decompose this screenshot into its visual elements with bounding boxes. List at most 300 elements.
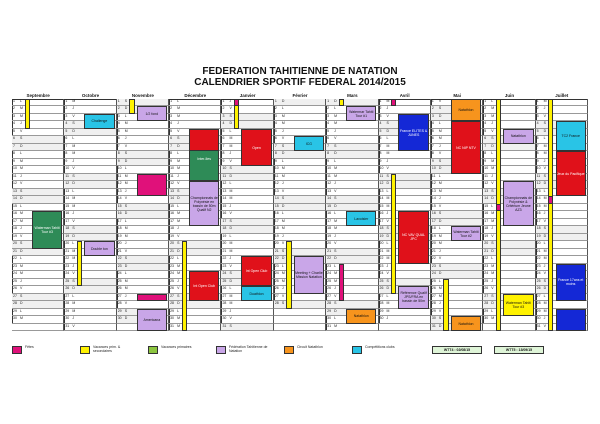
day-letter: J	[334, 233, 336, 238]
calendar-event[interactable]	[137, 106, 167, 121]
event-label: Challenge	[91, 119, 108, 124]
calendar-event[interactable]	[398, 286, 428, 308]
calendar-event[interactable]	[451, 121, 481, 173]
calendar-event[interactable]	[503, 181, 533, 226]
day-cell	[274, 166, 326, 173]
calendar-event[interactable]	[398, 114, 428, 151]
calendar-event[interactable]	[241, 286, 271, 301]
day-number: 29	[170, 308, 174, 313]
day-letter: D	[386, 233, 390, 238]
day-number: 9	[431, 158, 434, 163]
day-cell	[12, 106, 64, 113]
day-number: 4	[379, 121, 382, 126]
day-cell	[483, 234, 535, 241]
day-letter: S	[72, 121, 75, 126]
day-letter: M	[491, 106, 495, 111]
day-letter: M	[491, 113, 495, 118]
day-letter: M	[229, 301, 233, 306]
day-letter: V	[334, 188, 337, 193]
day-cell	[431, 189, 483, 196]
day-number: 21	[327, 248, 332, 253]
day-number: 3	[536, 113, 539, 118]
day-cell	[221, 189, 273, 196]
day-number: 27	[327, 293, 332, 298]
day-letter: S	[334, 196, 337, 201]
day-number: 27	[117, 293, 122, 298]
day-letter: M	[177, 316, 180, 321]
day-cell	[12, 189, 64, 196]
day-letter: M	[438, 293, 442, 298]
day-letter: J	[386, 211, 389, 216]
day-number: 12	[536, 181, 541, 186]
day-letter: M	[281, 113, 285, 118]
day-cell	[64, 144, 116, 151]
day-number: 19	[117, 233, 122, 238]
day-number: 18	[431, 226, 436, 231]
day-cell	[117, 264, 169, 271]
day-number: 4	[117, 121, 120, 126]
day-number: 28	[431, 301, 436, 306]
day-cell	[64, 196, 116, 203]
day-number: 25	[431, 278, 436, 283]
day-number: 7	[13, 143, 15, 148]
day-number: 28	[536, 301, 541, 306]
day-cell	[12, 294, 64, 301]
day-letter: L	[491, 256, 494, 261]
event-label: France ELITES & JUNES	[400, 128, 428, 137]
day-number: 2	[222, 106, 225, 111]
day-letter: V	[281, 293, 285, 298]
day-cell	[483, 286, 535, 293]
day-cell	[64, 151, 116, 158]
day-letter: J	[438, 196, 441, 201]
day-cell	[64, 106, 116, 113]
day-number: 2	[327, 106, 330, 111]
day-letter: S	[229, 166, 232, 171]
day-number: 10	[117, 166, 122, 171]
day-letter: M	[20, 158, 23, 163]
day-letter: L	[491, 308, 494, 313]
day-number: 7	[536, 143, 539, 148]
day-letter: D	[543, 286, 547, 291]
day-number: 7	[117, 143, 120, 148]
day-letter: M	[491, 166, 495, 171]
day-number: 6	[170, 136, 173, 141]
day-cell	[64, 294, 116, 301]
holiday-marker	[548, 99, 553, 331]
day-cell	[274, 196, 326, 203]
day-letter: M	[124, 181, 128, 186]
calendar-event[interactable]	[556, 121, 586, 151]
day-number: 14	[327, 196, 332, 201]
day-number: 5	[327, 128, 330, 133]
day-number: 30	[327, 316, 332, 321]
day-cell	[274, 129, 326, 136]
calendar-event[interactable]	[32, 211, 62, 248]
day-number: 6	[484, 136, 487, 141]
day-number: 18	[274, 226, 279, 231]
day-letter: S	[20, 293, 23, 298]
day-letter: M	[386, 308, 390, 313]
day-cell	[274, 324, 326, 331]
day-number: 25	[13, 278, 17, 283]
day-number: 30	[222, 316, 227, 321]
day-number: 7	[170, 143, 173, 148]
day-cell	[536, 99, 588, 106]
day-letter: D	[281, 151, 285, 156]
calendar-event[interactable]	[556, 151, 586, 196]
day-number: 3	[117, 113, 120, 118]
day-number: 16	[170, 211, 174, 216]
calendar-event[interactable]	[137, 309, 167, 331]
day-number: 12	[327, 181, 332, 186]
day-cell	[221, 166, 273, 173]
day-letter: L	[334, 158, 337, 163]
day-cell	[12, 279, 64, 286]
day-cell	[221, 174, 273, 181]
day-number: 27	[536, 293, 541, 298]
day-number: 7	[484, 143, 487, 148]
day-cell	[64, 204, 116, 211]
day-number: 20	[65, 241, 70, 246]
day-number: 29	[431, 308, 436, 313]
day-cell	[431, 264, 483, 271]
day-number: 8	[65, 151, 68, 156]
day-number: 14	[170, 196, 174, 201]
day-cell	[169, 324, 221, 331]
day-cell	[64, 219, 116, 226]
day-letter: J	[229, 308, 232, 313]
day-number: 19	[65, 233, 70, 238]
holiday-marker	[391, 174, 396, 294]
day-number: 20	[274, 241, 279, 246]
day-letter: D	[491, 248, 494, 253]
wtt-date-box: WTT5 : 13/09/15	[494, 346, 544, 354]
day-letter: S	[491, 136, 494, 141]
day-number: 21	[484, 248, 489, 253]
day-number: 24	[222, 271, 227, 276]
day-number: 15	[65, 203, 70, 208]
day-number: 23	[327, 263, 332, 268]
day-number: 24	[431, 271, 436, 276]
day-letter: J	[124, 136, 127, 141]
day-cell	[274, 204, 326, 211]
day-number: 24	[379, 271, 384, 276]
day-letter: S	[124, 99, 128, 103]
day-letter: M	[334, 121, 338, 126]
calendar-event[interactable]	[84, 114, 114, 129]
day-number: 29	[484, 308, 489, 313]
day-letter: L	[334, 211, 337, 216]
day-number: 28	[379, 301, 384, 306]
calendar-event[interactable]	[451, 316, 481, 331]
day-letter: M	[281, 121, 285, 126]
day-cell	[169, 249, 221, 256]
calendar-event[interactable]	[346, 106, 376, 121]
day-number: 14	[13, 196, 17, 201]
day-number: 23	[274, 263, 279, 268]
day-cell	[12, 136, 64, 143]
day-number: 26	[536, 286, 541, 291]
day-number: 20	[431, 241, 436, 246]
day-letter: D	[543, 233, 547, 238]
calendar-event[interactable]	[451, 226, 481, 241]
day-number: 27	[274, 293, 279, 298]
calendar-event[interactable]	[189, 271, 219, 301]
day-number: 14	[222, 196, 227, 201]
legend-swatch	[148, 346, 158, 354]
day-number: 12	[65, 181, 70, 186]
day-cell	[169, 106, 221, 113]
day-number: 17	[379, 218, 384, 223]
day-number: 5	[13, 128, 15, 133]
day-number: 13	[274, 188, 279, 193]
event-label: Natathlon	[458, 108, 474, 113]
day-cell	[431, 241, 483, 248]
day-letter: J	[124, 241, 127, 246]
day-letter: J	[281, 286, 284, 291]
day-cell	[221, 211, 273, 218]
day-number: 8	[13, 151, 15, 156]
day-letter: V	[543, 218, 546, 223]
month-header: Janvier	[239, 93, 256, 98]
day-number: 15	[484, 203, 489, 208]
day-number: 22	[274, 256, 279, 261]
day-number: 23	[117, 263, 122, 268]
calendar-event[interactable]	[398, 211, 428, 263]
day-letter: D	[491, 301, 494, 306]
day-number: 16	[274, 211, 279, 216]
day-number: 22	[484, 256, 489, 261]
day-number: 3	[170, 113, 173, 118]
day-number: 12	[379, 181, 384, 186]
day-letter: M	[386, 151, 390, 156]
day-letter: M	[177, 113, 180, 118]
day-number: 12	[117, 181, 122, 186]
day-number: 30	[484, 316, 489, 321]
day-letter: M	[20, 166, 23, 171]
day-number: 24	[13, 271, 17, 276]
day-number: 25	[274, 278, 279, 283]
month-header: Mars	[347, 93, 358, 98]
day-letter: D	[20, 248, 23, 253]
day-number: 28	[484, 301, 489, 306]
day-number: 6	[222, 136, 225, 141]
day-cell	[117, 234, 169, 241]
day-cell	[326, 249, 378, 256]
calendar-event[interactable]	[137, 294, 167, 301]
day-cell	[379, 166, 431, 173]
day-cell	[12, 301, 64, 308]
calendar-event[interactable]	[84, 241, 114, 256]
event-label: Duathlon	[249, 291, 264, 296]
calendar-event[interactable]	[137, 174, 167, 196]
day-letter: D	[491, 143, 494, 148]
day-number: 1	[222, 99, 225, 103]
day-cell	[431, 174, 483, 181]
day-cell	[64, 264, 116, 271]
day-number: 11	[431, 173, 436, 178]
day-letter: J	[334, 128, 336, 133]
day-letter: M	[229, 188, 233, 193]
day-letter: M	[334, 278, 338, 283]
calendar-event[interactable]	[189, 181, 219, 226]
day-number: 11	[170, 173, 174, 178]
day-number: 17	[13, 218, 17, 223]
day-letter: D	[386, 286, 390, 291]
day-number: 1	[65, 99, 68, 103]
day-number: 25	[379, 278, 384, 283]
calendar-event[interactable]	[451, 99, 481, 121]
day-number: 5	[484, 128, 487, 133]
day-letter: M	[124, 173, 128, 178]
day-number: 10	[431, 166, 436, 171]
day-cell	[12, 196, 64, 203]
calendar-event[interactable]	[346, 309, 376, 324]
calendar-event[interactable]	[294, 136, 324, 151]
day-number: 26	[170, 286, 174, 291]
day-cell	[326, 256, 378, 263]
day-letter: S	[229, 218, 232, 223]
day-cell	[274, 99, 326, 106]
day-letter: D	[177, 143, 180, 148]
day-cell	[64, 129, 116, 136]
day-letter: L	[543, 188, 546, 193]
day-number: 18	[117, 226, 122, 231]
day-letter: S	[177, 293, 180, 298]
calendar-event[interactable]	[503, 129, 533, 144]
calendar-event[interactable]	[241, 256, 271, 286]
event-label: Double ton	[90, 246, 108, 251]
day-number: 5	[117, 128, 120, 133]
day-letter: L	[72, 293, 75, 298]
event-label: France 17ans et moins	[558, 278, 584, 287]
event-label: Waterman Tahiti Tour #2	[453, 229, 479, 238]
day-number: 13	[327, 188, 332, 193]
day-cell	[536, 114, 588, 121]
day-number: 31	[431, 323, 436, 328]
day-letter: L	[229, 233, 232, 238]
day-cell	[12, 249, 64, 256]
day-letter: M	[334, 173, 338, 178]
day-letter: J	[491, 278, 494, 283]
calendar-event[interactable]	[556, 309, 586, 331]
day-number: 15	[274, 203, 279, 208]
calendar-event[interactable]	[503, 294, 533, 316]
day-cell	[274, 309, 326, 316]
day-letter: M	[491, 211, 495, 216]
day-letter: V	[229, 211, 232, 216]
day-cell	[64, 316, 116, 323]
day-letter: D	[229, 173, 232, 178]
day-number: 21	[117, 248, 122, 253]
event-label: TC2 France	[561, 134, 580, 139]
day-number: 17	[484, 218, 489, 223]
day-letter: M	[543, 301, 547, 306]
day-number: 4	[65, 121, 68, 126]
day-letter: J	[334, 181, 336, 186]
day-letter: V	[20, 286, 23, 291]
day-letter: V	[229, 158, 232, 163]
day-cell	[117, 196, 169, 203]
day-number: 30	[431, 316, 436, 321]
day-letter: J	[177, 278, 179, 283]
day-number: 26	[117, 286, 122, 291]
day-letter: J	[491, 226, 494, 231]
day-number: 7	[65, 143, 68, 148]
day-cell	[326, 271, 378, 278]
day-letter: M	[72, 256, 76, 261]
calendar-event[interactable]	[189, 129, 219, 151]
day-cell	[483, 166, 535, 173]
day-number: 15	[431, 203, 436, 208]
day-letter: V	[72, 166, 75, 171]
day-letter: L	[177, 203, 180, 208]
day-letter: M	[72, 151, 76, 156]
day-letter: S	[281, 301, 285, 306]
calendar-event[interactable]	[346, 211, 376, 226]
day-cell	[274, 151, 326, 158]
calendar-event[interactable]	[294, 256, 324, 293]
day-number: 14	[65, 196, 70, 201]
day-cell	[64, 159, 116, 166]
day-number: 13	[13, 188, 17, 193]
day-number: 24	[536, 271, 541, 276]
day-number: 30	[13, 316, 17, 321]
day-number: 17	[327, 218, 332, 223]
day-cell	[12, 271, 64, 278]
day-cell	[274, 114, 326, 121]
calendar-event[interactable]	[556, 264, 586, 301]
day-letter: M	[177, 263, 180, 268]
day-cell	[274, 301, 326, 308]
day-number: 13	[379, 188, 384, 193]
day-letter: L	[543, 136, 546, 141]
day-cell	[64, 174, 116, 181]
day-number: 25	[484, 278, 489, 283]
event-label: Référence Qualif JPS/FRA en bassin de 50m	[400, 291, 427, 304]
event-label: Natathlon	[510, 134, 526, 139]
day-number: 1	[327, 99, 330, 103]
day-number: 15	[379, 203, 384, 208]
day-number: 4	[170, 121, 173, 126]
day-number: 1	[13, 99, 15, 103]
day-cell	[117, 211, 169, 218]
day-cell	[169, 264, 221, 271]
day-number: 8	[379, 151, 382, 156]
day-letter: J	[491, 173, 494, 178]
day-letter: M	[334, 113, 338, 118]
day-cell	[64, 136, 116, 143]
day-number: 22	[222, 256, 227, 261]
day-number: 21	[431, 248, 436, 253]
day-number: 19	[170, 233, 174, 238]
day-letter: V	[72, 218, 75, 223]
day-letter: M	[124, 121, 128, 126]
day-number: 27	[379, 293, 384, 298]
calendar-event[interactable]	[241, 129, 271, 166]
day-cell	[431, 271, 483, 278]
day-letter: V	[229, 316, 232, 321]
day-cell	[169, 241, 221, 248]
day-letter: M	[386, 301, 390, 306]
day-number: 4	[431, 121, 434, 126]
day-cell	[64, 181, 116, 188]
day-cell	[536, 196, 588, 203]
day-number: 4	[13, 121, 15, 126]
day-number: 9	[484, 158, 487, 163]
day-cell	[12, 286, 64, 293]
